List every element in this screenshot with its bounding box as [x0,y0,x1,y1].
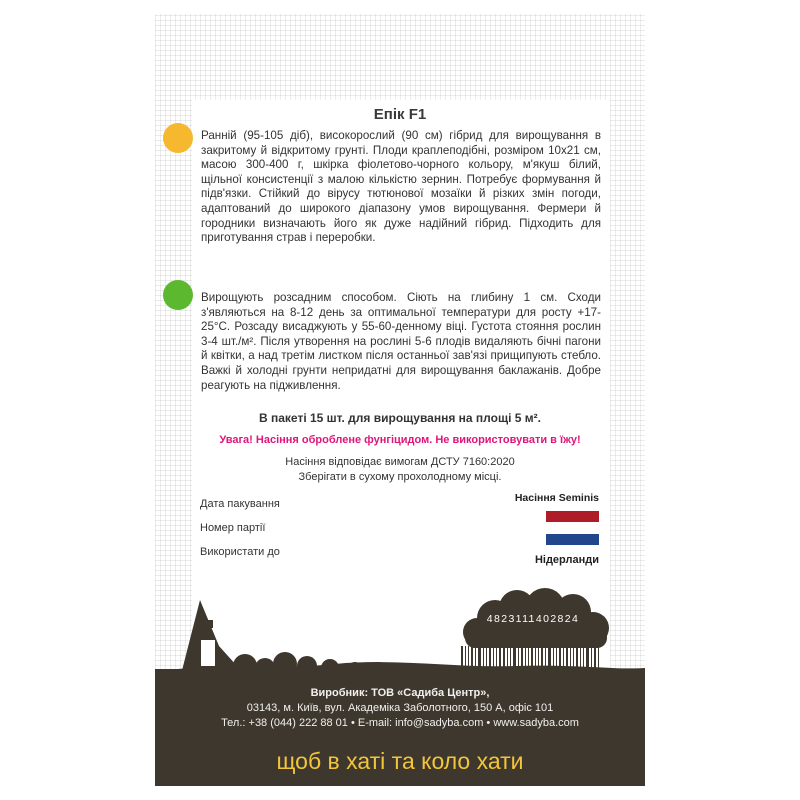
batch-label: Номер партії [200,522,266,534]
netherlands-flag-icon [546,511,599,545]
hills-icon [155,654,645,684]
pack-date-label: Дата пакування [200,498,280,510]
product-description: Ранній (95-105 діб), високорослий (90 см) гібрид для вирощування в закритому й відкритому грунті. Плоди краплеподібні, розміром 10х21 см, масою 300-400 г, шкірка фіолетово-чорного кольору, м'якуш білий, щільної консистенції з малою кількістю зернин. Потребує формування й підв'язки. Стійкий до вірусу тютюнової мозаїки й різких змін погоди, адаптований до широкого діапазону умов вирощування. Фермери й городники визначають його як дуже надійний гібрид. Підходить для приготування страв і переробки. [201,129,601,245]
slogan: щоб в хаті та коло хати [276,748,524,774]
seed-packet-back [155,14,645,786]
manufacturer-address: 03143, м. Київ, вул. Академіка Заболотного, 150 А, офіс 101 [246,702,554,714]
storage-text: Зберігати в сухому прохолодному місці. [298,471,502,483]
packaging-info: В пакеті 15 шт. для вирощування на площі 5 м². [259,411,541,425]
green-dot-icon [163,280,193,310]
growing-instructions: Вирощують розсадним способом. Сіють на глибину 1 см. Сходи з'являються на 8-12 день за оптимальної температури для росту +17-25°С. Розсаду висаджують у 55-60-денному віці. Густота стояння рослин 3-4 шт./м². Після утворення на рослині 5-6 плодів видаляють бічні пагони й квітки, а над третім листком після останньої зав'язі прищипують стебло. Важкі й холодні грунти непридатні для вирощування баклажанів. Добре реагують на підживлення. [201,291,601,392]
warning-text: Увага! Насіння оброблене фунгіцидом. Не використовувати в їжу! [219,434,581,446]
barcode-number: 4823111402824 [486,613,580,625]
yellow-dot-icon [163,123,193,153]
standard-text: Насіння відповідає вимогам ДСТУ 7160:2020 [285,456,515,468]
country-label: Нідерланди [534,554,599,566]
manufacturer-contacts: Тел.: +38 (044) 222 88 01 • E-mail: info@sadyba.com • www.sadyba.com [221,717,579,729]
use-by-label: Використати до [200,546,280,558]
product-title: Епік F1 [373,106,427,123]
manufacturer-name: Виробник: ТОВ «Садиба Центр», [310,687,490,699]
brand-label: Насіння Seminis [514,492,599,504]
